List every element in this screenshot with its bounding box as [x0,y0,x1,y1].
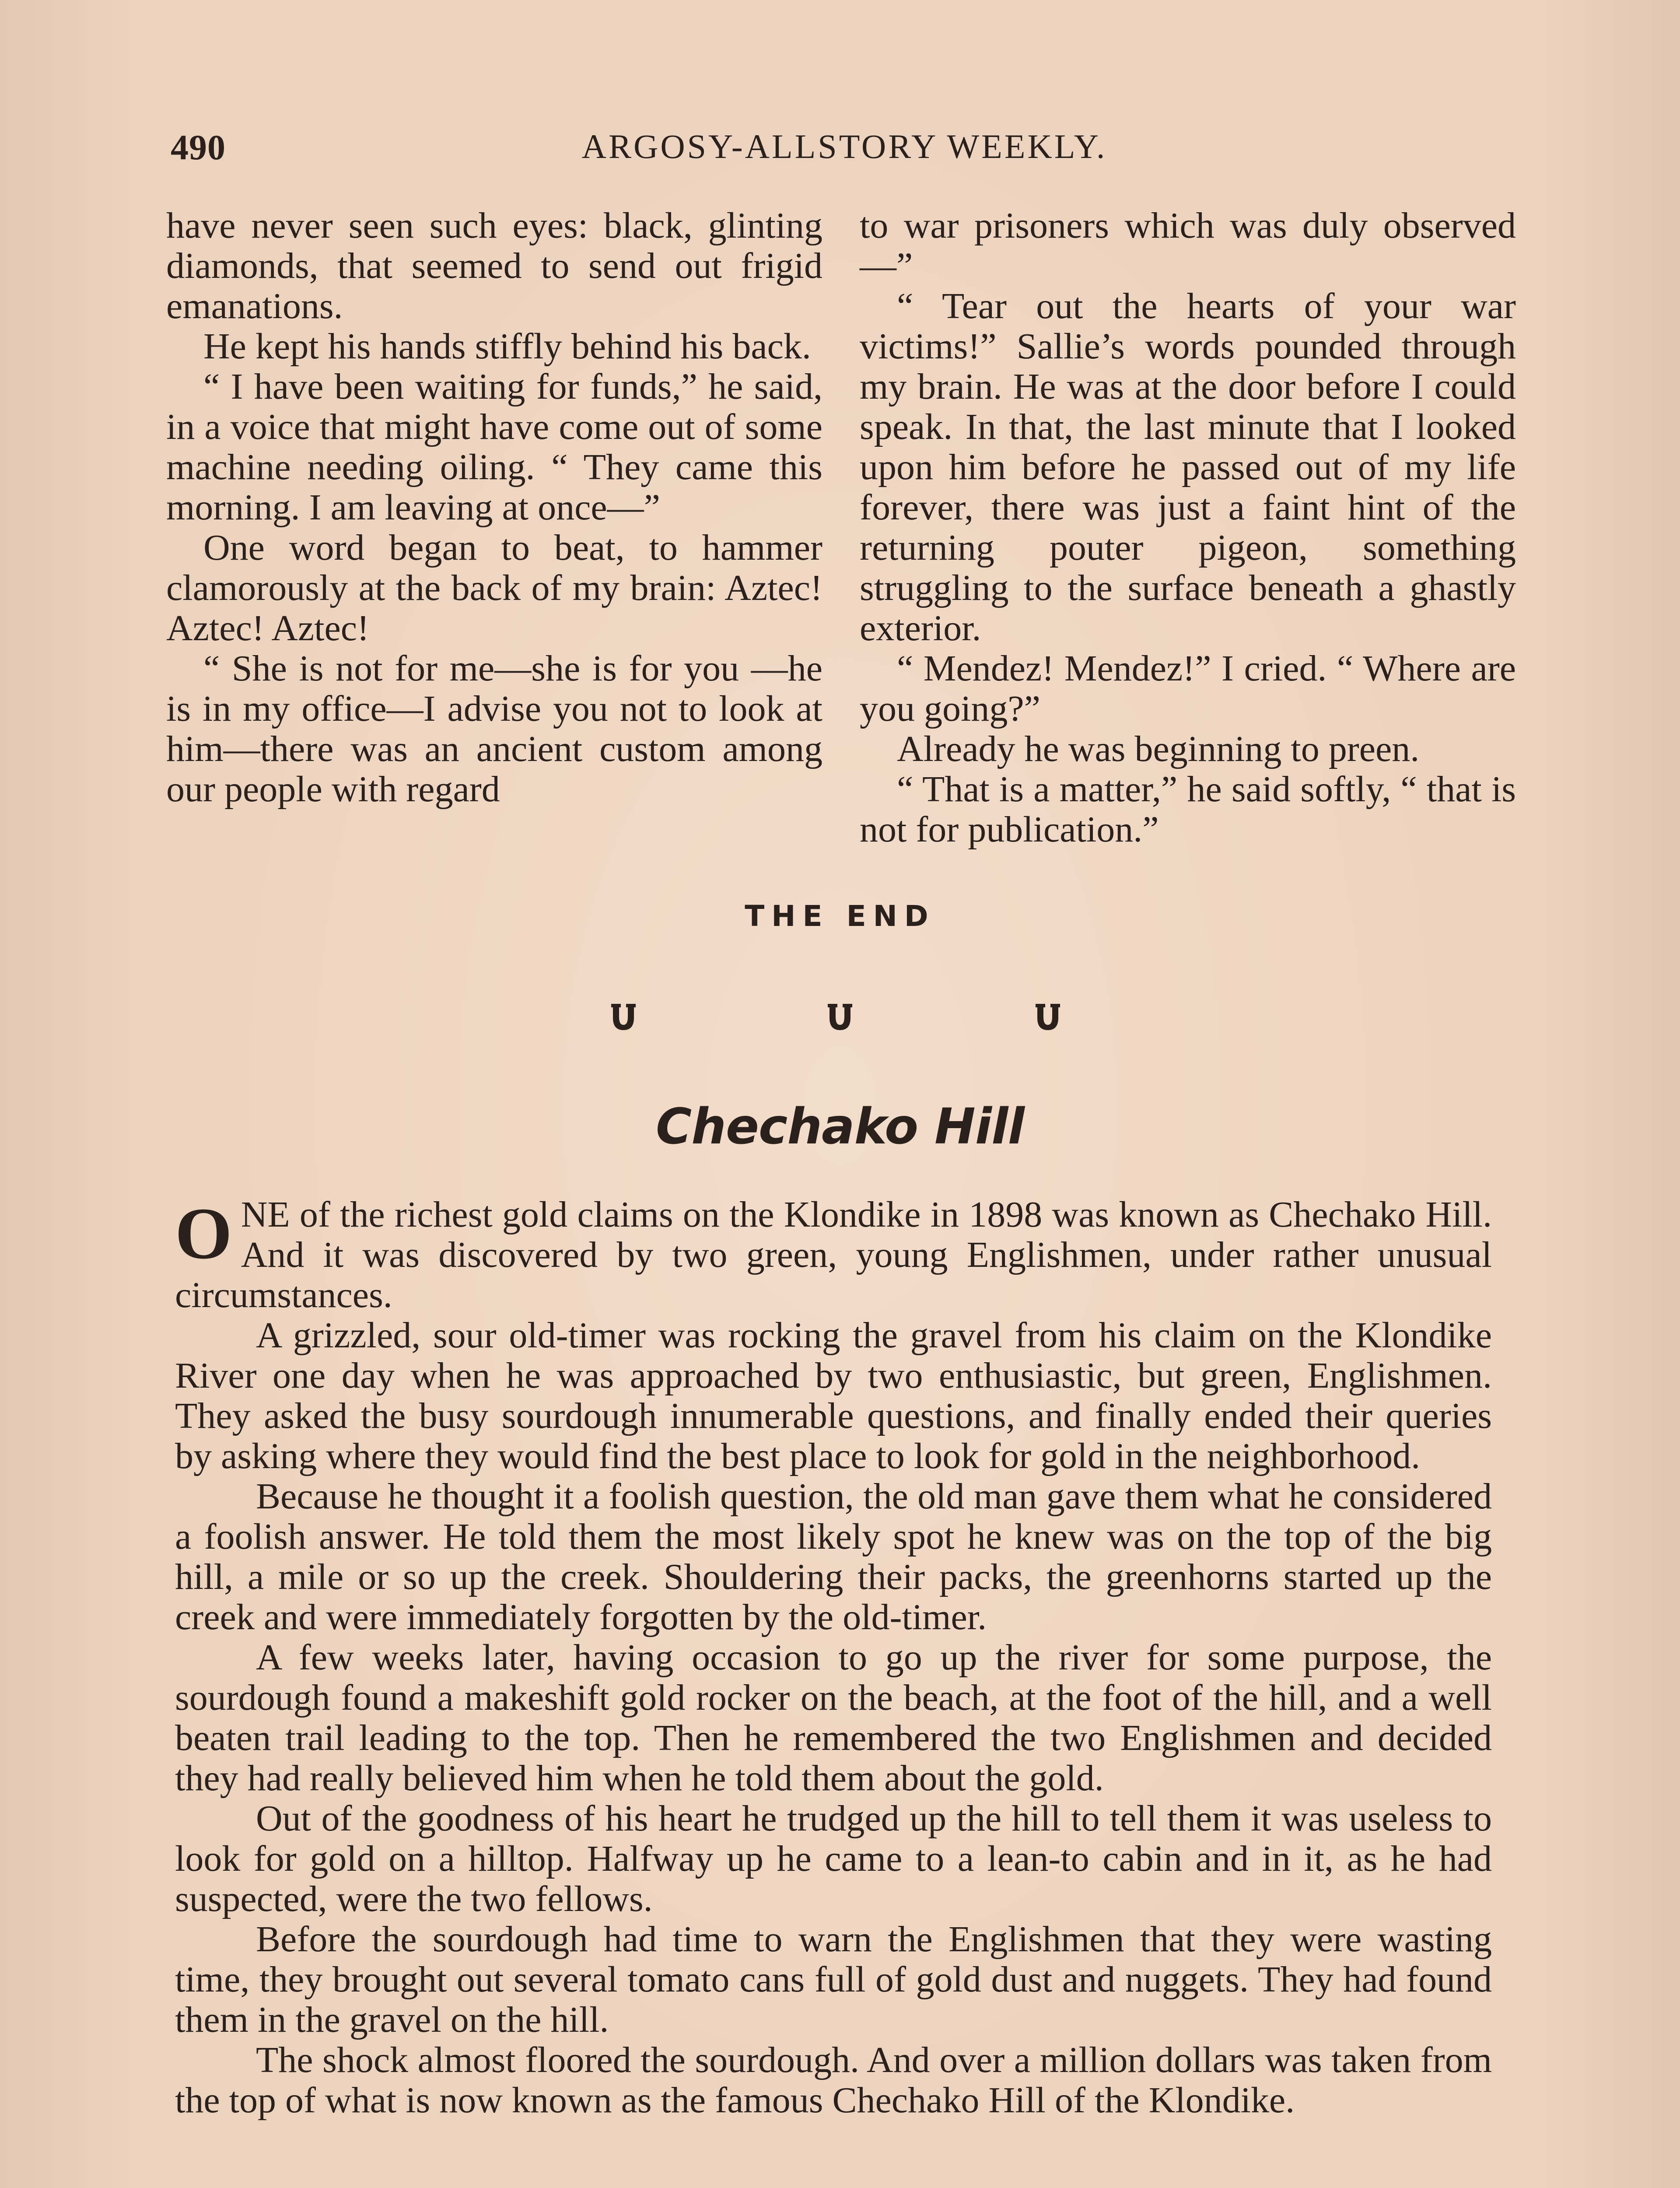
paragraph: “ She is not for me—she is for you —he is in my office—I advise you not to look at him—there was an ancient custom among our people with regard [166,648,822,810]
paragraph: to war prisoners which was duly observed—” [860,205,1516,286]
paragraph: “ Tear out the hearts of your war victims!” Sallie’s words pounded through my brain. He was at the door before I could speak. In that, the last minute that I looked upon him before he passed out of my life forever, there was just a faint hint of the returning pouter pigeon, something struggling to the surface beneath a ghastly exterior. [860,286,1516,649]
paragraph: Out of the goodness of his heart he trudged up the hill to tell them it was useless to look for gold on a hilltop. Halfway up he came to a lean-to cabin and in it, as he had suspected, were the two fellows. [175,1798,1492,1919]
paragraph: A few weeks later, having occasion to go up the river for some purpose, the sourdough found a makeshift gold rocker on the beach, at the foot of the hill, and a well beaten trail leading to the top. Then he remembered the two Englishmen and decided they had really believed him when he told them about the gold. [175,1637,1492,1799]
paragraph: “ Mendez! Mendez!” I cried. “ Where are you going?” [860,648,1516,729]
paragraph: The shock almost floored the sourdough. And over a million dollars was taken from the top of what is now known as the famous Chechako Hill of the Klondike. [175,2040,1492,2121]
paragraph [175,1195,1492,1315]
paragraph: Because he thought it a foolish question, the old man gave them what he considered a foolish answer. He told them the most likely spot he knew was on the top of the big hill, a mile or so up the creek. Shouldering their packs, the greenhorns started up the creek and were immediately forgotten by the old-timer. [175,1476,1492,1637]
paragraph: “ I have been waiting for funds,” he said, in a voice that might have come out of some machine needing oiling. “ They came this morning. I am leaving at once—” [166,366,822,528]
page-number: 490 [171,127,226,167]
right-column [860,206,1516,850]
story-body [175,1195,1492,2121]
ornament-row [0,1002,1680,1046]
left-column [166,206,822,810]
the-end-label: THE END [745,899,935,933]
running-head: ARGOSY-ALLSTORY WEEKLY. [581,127,1107,165]
horseshoe-icon [1035,1002,1061,1033]
drop-cap: O [175,1193,232,1274]
paragraph: A grizzled, sour old-timer was rocking the gravel from his claim on the Klondike River one day when he was approached by two enthusiastic, but green, Englishmen. They asked the busy sourdough innumerable questions, and finally ended their queries by asking where they would find the best place to look for gold in the neighborhood. [175,1315,1492,1476]
paragraph: He kept his hands stiffly behind his back. [203,326,811,367]
paragraph: have never seen such eyes: black, glinting diamonds, that seemed to send out frigid emanations. [166,205,822,326]
paragraph: One word began to beat, to hammer clamorously at the back of my brain: Aztec! Aztec! Aztec! [166,527,822,649]
paragraph: “ That is a matter,” he said softly, “ that is not for publication.” [860,769,1516,850]
paragraph: Before the sourdough had time to warn the Englishmen that they were wasting time, they brought out several tomato cans full of gold dust and nuggets. They had found them in the gravel on the hill. [175,1919,1492,2040]
paragraph: Already he was beginning to preen. [897,729,1420,769]
page-header [171,127,1518,175]
horseshoe-icon [827,1002,853,1033]
first-paragraph-text: NE of the richest gold claims on the Klondike in 1898 was known as Chechako Hill. And it was discovered by two green, young Englishmen, under rather unusual circumstances. [175,1194,1492,1315]
story-title: Chechako Hill [656,1098,1024,1155]
horseshoe-icon [610,1002,637,1033]
